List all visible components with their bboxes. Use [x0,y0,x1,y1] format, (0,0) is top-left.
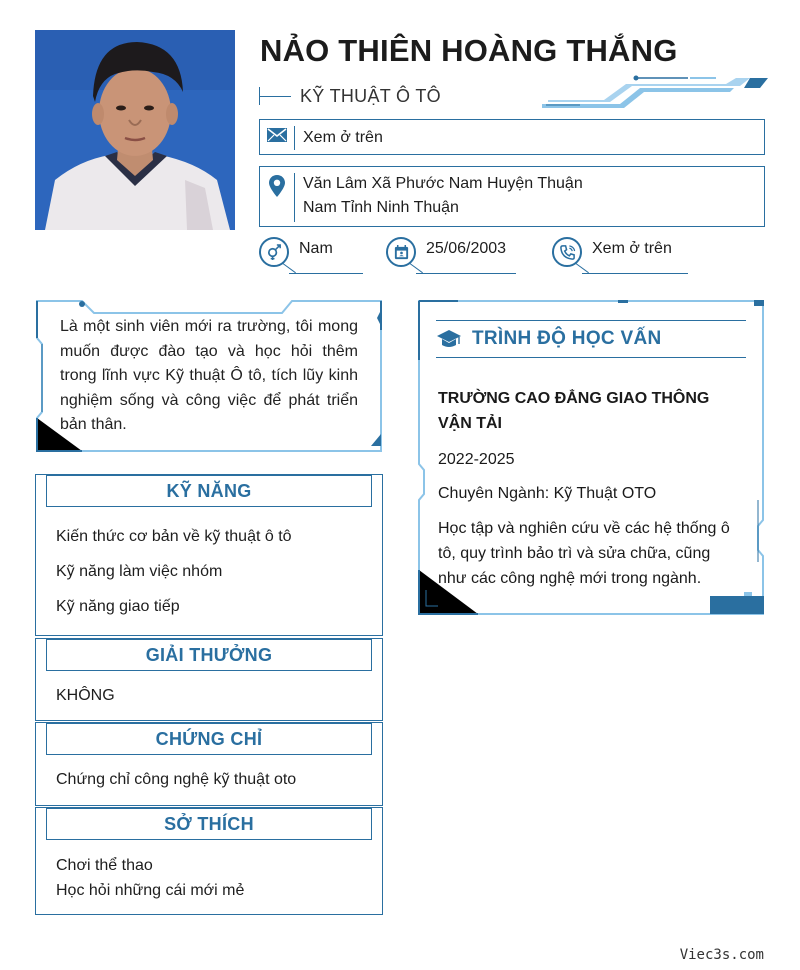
education-section [418,300,764,615]
birthday-field [386,237,506,267]
certificates-heading: CHỨNG CHỈ [46,723,372,755]
hobbies-list [36,840,382,903]
email-value: Xem ở trên [303,129,383,146]
objective-section [36,300,382,452]
education-years: 2022-2025 [438,451,515,468]
job-title: KỸ THUẬT Ô TÔ [300,85,441,106]
hobbies-section [35,807,383,915]
location-pin-icon [260,167,294,197]
birthday-value: 25/06/2003 [426,240,507,257]
address-line-2: Nam Tỉnh Ninh Thuận [303,199,459,216]
education-heading: TRÌNH ĐỘ HỌC VẤN [472,328,662,349]
school-name: TRƯỜNG CAO ĐẲNG GIAO THÔNG VẬN TẢI [438,390,710,432]
underline [582,273,688,274]
objective-text: Là một sinh viên mới ra trường, tôi mong muốn được đào tạo và học hỏi thêm trong lĩnh vực Kỹ thuật Ô tô, tích lũy kinh nghiệm sống và công việc để phát triển bản thân. [60,318,358,433]
skills-heading: KỸ NĂNG [46,475,372,507]
skill-item: Kỹ năng làm việc nhóm [56,563,223,580]
phone-field [552,237,672,267]
connector-line [282,263,296,273]
certificates-section [35,722,383,806]
envelope-icon [260,120,294,142]
underline [416,273,516,274]
skills-section [35,474,383,636]
gender-field [259,237,333,267]
awards-section [35,638,383,721]
graduation-cap-icon [436,328,462,350]
hobby-item: Học hỏi những cái mới mẻ [56,882,245,899]
decorative-tech-lines [540,74,770,114]
title-connector-line [258,85,294,107]
footer-watermark: Viec3s.com [679,947,764,963]
job-title-row [258,84,441,108]
underline [289,273,363,274]
phone-value: Xem ở trên [592,240,672,257]
address-line-1: Văn Lâm Xã Phước Nam Huyện Thuận [303,175,583,192]
address-value [295,167,583,220]
hobby-item: Chơi thể thao [56,857,153,874]
skill-item: Kiến thức cơ bản về kỹ thuật ô tô [56,528,292,545]
phone-icon [552,237,582,267]
connector-line [409,263,423,273]
awards-text: KHÔNG [56,687,115,704]
certificates-text: Chứng chỉ công nghệ kỹ thuật oto [56,771,297,788]
skill-item: Kỹ năng giao tiếp [56,598,180,615]
education-description: Học tập và nghiên cứu về các hệ thống ô tô, quy trình bảo trì và sửa chữa, cũng như các công nghệ mới trong ngành. [438,520,730,587]
candidate-name: NẢO THIÊN HOÀNG THẮNG [260,33,678,68]
education-heading-row [436,320,746,358]
skills-list [36,507,382,630]
connector-line [575,263,589,273]
hobbies-heading: SỞ THÍCH [46,808,372,840]
awards-heading: GIẢI THƯỞNG [46,639,372,671]
gender-value: Nam [299,240,333,257]
address-box [259,166,765,227]
calendar-icon [386,237,416,267]
education-major: Chuyên Ngành: Kỹ Thuật OTO [438,485,657,502]
gender-icon [259,237,289,267]
email-box [259,119,765,155]
profile-photo [35,30,235,230]
